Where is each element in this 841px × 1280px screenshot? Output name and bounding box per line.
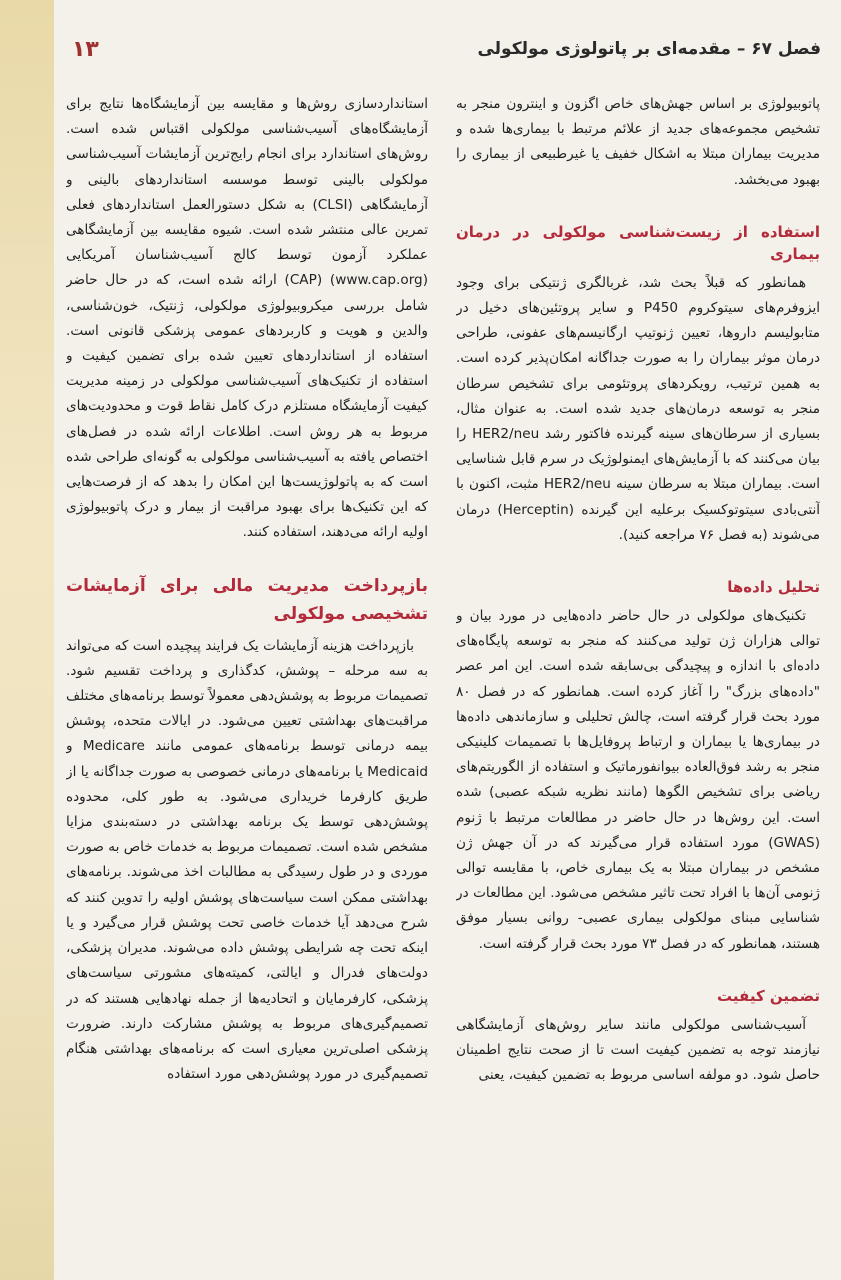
left-column [66,92,428,1264]
section-heading-quality: تضمین کیفیت [717,986,820,1005]
section-body-reimbursement: بازپرداخت هزینه آزمایشات یک فرایند پیچیده است که می‌تواند به سه مرحله – پوشش، کدگذاری و پرداخت تقسیم شود. تصمیمات مربوط به پوشش‌دهی معمولاً توسط برنامه‌های مختلف مراقبت‌های بهداشتی تعیین می‌شود. در ایالات متحده، پوشش بیمه درمانی توسط برنامه‌های عمومی مانند Medicare و Medicaid یا برنامه‌های درمانی خصوصی به صورت جداگانه یا از طریق کارفرما خریداری می‌شود. به طور کلی، محدوده پوشش‌دهی توسط یک برنامه بهداشتی در دسته‌بندی مزایا مشخص شده است. تصمیمات مربوط به خدمات خاص به صورت موردی و در طول رسیدگی به مطالبات اخذ می‌شوند. برنامه‌های بهداشتی ممکن است سیاست‌های پوشش اولیه را تدوین کنند که شرح می‌دهد آیا خدمات خاصی تحت پوشش قرار می‌گیرد و یا اینکه تحت چه شرایطی پوشش داده می‌شوند. مدیران پزشکی، دولت‌های فدرال و ایالتی، کمیته‌های مشورتی سیاست‌های پزشکی، کارفرمایان و اتحادیه‌ها از جمله نهادهایی هستند که در تصمیم‌گیری‌های مربوط به پوشش مشارکت دارند. ضرورت پزشکی اصلی‌ترین معیاری است که برنامه‌های بهداشتی هنگام تصمیم‌گیری در مورد پوشش‌دهی مورد استفاده [66,637,428,1083]
page-header [54,30,841,68]
page-number: ۱۳ [72,36,99,62]
page-edge-strip [0,0,54,1280]
section-body-data-analysis: تکنیک‌های مولکولی در حال حاضر داده‌هایی در مورد بیان و توالی هزاران ژن تولید می‌کنند که منجر به توسعه پایگاه‌های داده‌ای با اندازه و پیچیدگی بی‌سابقه شده است. این امر عصر "داده‌های بزرگ" را آغاز کرده است. همانطور که در فصل ۸۰ مورد بحث قرار گرفته است، چالش تحلیلی و سازماندهی داده‌ها در بیماری‌ها یا بیماران و ارتباط پروفایل‌ها با تصمیمات کلینیکی منجر به رشد فوق‌العاده بیوانفورماتیک و استفاده از الگوریتم‌های ریاضی برای تشخیص الگوها (مانند نظریه شبکه عصبی) شده است. این روش‌ها در حال حاضر در مطالعات مرتبط با ژنوم (GWAS) مورد استفاده قرار می‌گیرند که در آن جهش ژن مشخص در بیماران مبتلا به یک بیماری خاص، با مقایسه توالی ژنومی آن‌ها با افراد تحت تاثیر مشخص می‌شود. این مطالعات در شناسایی مبنای مولکولی بیماری عصبی- روانی بسیار موفق هستند، همانطور که در فصل ۷۳ مورد بحث قرار گرفته است. [456,608,820,952]
standardization-paragraph: استانداردسازی روش‌ها و مقایسه بین آزمایشگاه‌ها نتایج برای آزمایشگاه‌های آسیب‌شناسی مولکولی اقتباس شده است. روش‌های استاندارد برای انجام رایج‌ترین آزمایشات آسیب‌شناسی مولکولی بالینی توسط موسسه استانداردهای بالینی و آزمایشگاهی (CLSI) به شکل دستورالعمل استانداردهای فعلی تمرین عالی منتشر شده است. شیوه مقایسه بین آزمایشگاهی عملکرد آزمون توسط کالج آسیب‌شناسان آمریکایی (www.cap.org) (CAP) ارائه شده است، که در حال حاضر شامل بررسی میکروبیولوژی مولکولی، ژنتیک، خون‌شناسی، والدین و هویت و کاربردهای عمومی پزشکی قانونی است. استفاده از استانداردهای تعیین شده برای تضمین کیفیت و استفاده از تکنیک‌های آسیب‌شناسی مولکولی در زمینه مدیریت کیفیت آزمایشگاه مستلزم درک کامل نقاط قوت و محدودیت‌های مربوط به هر روش است. اطلاعات ارائه شده در فصل‌های اختصاص یافته به آسیب‌شناسی مولکولی به گونه‌ای طراحی شده است که به پاتولوژیست‌ها این امکان را بدهد که از فرصت‌هایی که این تکنیک‌ها برای بهبود مراقبت از بیمار و درک پاتوبیولوژی اولیه ارائه می‌دهند، استفاده کنند. [66,96,428,541]
section-body-quality: آسیب‌شناسی مولکولی مانند سایر روش‌های آزمایشگاهی نیازمند توجه به تضمین کیفیت است تا از صحت نتایج اطمینان حاصل شود. دو مولفه اساسی مربوط به تضمین کیفیت، یعنی [456,1016,820,1084]
right-column [456,92,820,1264]
section-heading-reimbursement: بازپرداخت مدیریت مالی برای آزمایشات تشخیصی مولکولی [66,575,428,624]
chapter-title: فصل ۶۷ – مقدمه‌ای بر پاتولوژی مولکولی [477,39,821,59]
section-heading-data-analysis: تحلیل داده‌ها [727,578,820,597]
intro-paragraph: پاتوبیولوژی بر اساس جهش‌های خاص اگزون و اینترون منجر به تشخیص مجموعه‌های جدید از علائم مرتبط با بیماری‌ها شده و مدیریت بیماران مبتلا به اشکال خفیف یا غیرطبیعی از بیماری را بهبود می‌بخشد. [456,96,820,188]
section-heading-treatment: استفاده از زیست‌شناسی مولکولی در درمان بیماری [456,222,820,263]
section-body-treatment: همانطور که قبلاً بحث شد، غربالگری ژنتیکی برای وجود ایزوفرم‌های سیتوکروم P450 و سایر پروتئین‌های دخیل در متابولیسم داروها، تعیین ژنوتیپ ارگانیسم‌های عفونی، طراحی درمان موثر بیماران را به صورت جداگانه امکان‌پذیر کرده است. به همین ترتیب، رویکردهای پروتئومی برای تشخیص سرطان منجر به توسعه درمان‌های جدید شده است. به عنوان مثال، بسیاری از سرطان‌های سینه گیرنده فاکتور رشد HER2/neu را بیان می‌کنند که با آزمایش‌های ایمنولوژیک در سرم قابل شناسایی است. بیماران مبتلا به سرطان سینه HER2/neu مثبت، اکنون با آنتی‌بادی سیتوتوکسیک برعلیه این گیرنده (Herceptin) درمان می‌شوند (به فصل ۷۶ مراجعه کنید). [456,274,820,543]
